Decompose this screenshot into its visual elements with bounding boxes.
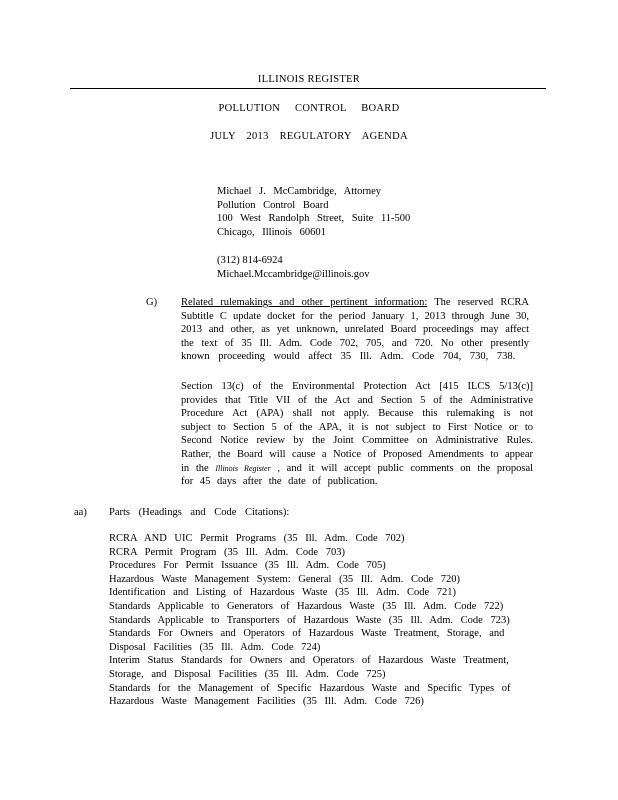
section-g-line: Second Notice review by the Joint Committee on Administrative Rules. — [181, 435, 533, 447]
list-item: RCRA Permit Program (35 Ill. Adm. Code 703) — [109, 546, 345, 558]
section-g-line: known proceeding would affect 35 Ill. Adm. Code 704, 730, 738. — [181, 351, 516, 363]
agenda-title: JULY 2013 REGULATORY AGENDA — [210, 131, 408, 142]
list-item: Standards for the Management of Specific Hazardous Waste and Specific Types of — [109, 682, 511, 694]
list-item: RCRA AND UIC Permit Programs (35 Ill. Adm. Code 702) — [109, 533, 405, 544]
board-title: POLLUTION CONTROL BOARD — [218, 103, 400, 114]
section-g-line: the text of 35 Ill. Adm. Code 702, 705, and 720. No other presently — [181, 337, 529, 349]
section-g-heading: Related rulemakings and other pertinent information: — [181, 297, 428, 308]
register-italic: Illinois Register — [215, 463, 271, 473]
section-g-line — [181, 296, 529, 310]
list-item: Hazardous Waste Management Facilities (35 Ill. Adm. Code 726) — [109, 696, 424, 708]
parts-list — [109, 532, 509, 709]
section-g-text: in the — [181, 462, 209, 474]
section-g-line: Procedure Act (APA) shall not apply. Because this rulemaking is not — [181, 408, 533, 420]
section-g-line — [181, 462, 533, 476]
contact-block-2 — [217, 254, 370, 281]
contact-email: Michael.Mccambridge@illinois.gov — [217, 268, 370, 280]
section-g-line: Subtitle C update docket for the period January 1, 2013 through June 30, — [181, 310, 529, 322]
section-g-text: , and it will accept public comments on the proposal — [277, 462, 534, 474]
section-g-line: provides that Title VII of the Act and Section 5 of the Administrative — [181, 394, 533, 406]
contact-phone: (312) 814-6924 — [217, 255, 283, 266]
list-item: Storage, and Disposal Facilities (35 Ill. Adm. Code 725) — [109, 668, 386, 680]
section-g-paragraph-2 — [181, 380, 533, 489]
section-g-line: subject to Section 5 of the APA, it is not subject to First Notice or to — [181, 421, 533, 433]
list-item: Standards For Owners and Operators of Hazardous Waste Treatment, Storage, and — [109, 628, 505, 640]
section-g-line-text: The reserved RCRA — [434, 297, 530, 308]
list-item: Disposal Facilities (35 Ill. Adm. Code 724) — [109, 641, 321, 653]
contact-block — [217, 185, 410, 239]
contact-name: Michael J. McCambridge, Attorney — [217, 186, 382, 197]
section-g-line: Section 13(c) of the Environmental Protection Act [415 ILCS 5/13(c)] — [181, 381, 533, 392]
contact-street: 100 West Randolph Street, Suite 11-500 — [217, 213, 411, 225]
list-item: Hazardous Waste Management System: General (35 Ill. Adm. Code 720) — [109, 573, 461, 585]
section-g-line: for 45 days after the date of publication. — [181, 476, 378, 488]
section-aa-marker: aa) — [74, 507, 87, 518]
list-item: Standards Applicable to Generators of Hazardous Waste (35 Ill. Adm. Code 722) — [109, 600, 504, 612]
header-rule — [70, 88, 546, 89]
list-item: Procedures For Permit Issuance (35 Ill. Adm. Code 705) — [109, 560, 386, 572]
section-g-paragraph-1 — [181, 296, 529, 364]
list-item: Standards Applicable to Transporters of Hazardous Waste (35 Ill. Adm. Code 723) — [109, 614, 510, 626]
section-g-marker: G) — [146, 297, 158, 308]
section-aa-heading: Parts (Headings and Code Citations): — [109, 507, 290, 518]
list-item: Interim Status Standards for Owners and Operators of Hazardous Waste Treatment, — [109, 655, 509, 667]
contact-city: Chicago, Illinois 60601 — [217, 226, 326, 238]
contact-org: Pollution Control Board — [217, 199, 329, 211]
register-title: ILLINOIS REGISTER — [257, 74, 361, 85]
list-item: Identification and Listing of Hazardous Waste (35 Ill. Adm. Code 721) — [109, 587, 456, 599]
section-g-line: Rather, the Board will cause a Notice of Proposed Amendments to appear — [181, 448, 533, 460]
section-g-line: 2013 and other, as yet unknown, unrelated Board proceedings may affect — [181, 324, 529, 336]
